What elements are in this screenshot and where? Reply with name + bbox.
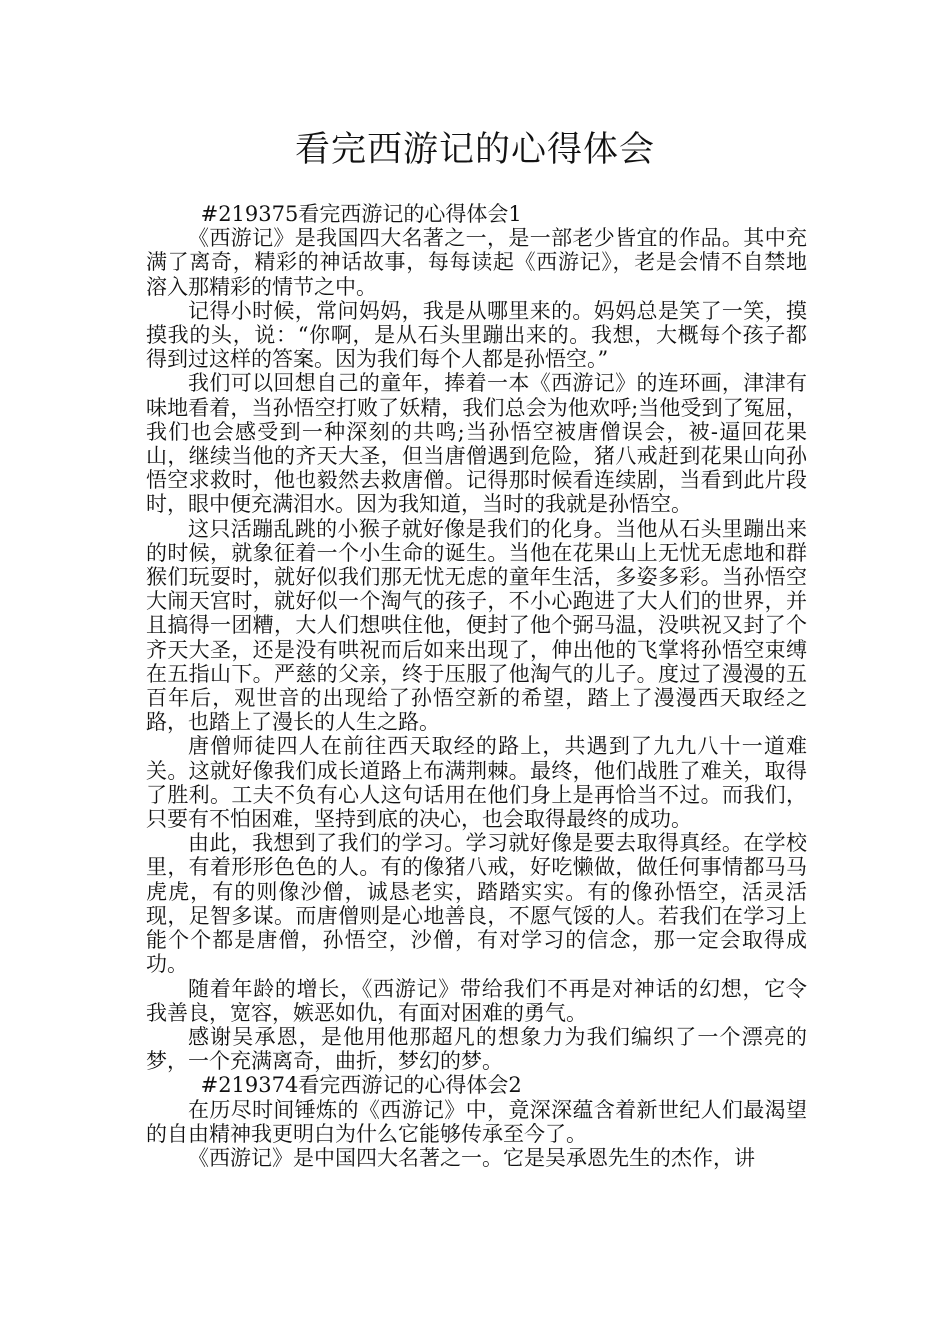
section-heading: #219374看完西游记的心得体会2: [200, 1073, 522, 1098]
paragraph: 我们可以回想自己的童年，捧着一本《西游记》的连环画，津津有味地看着，当孙悟空打败了妖精，我们总会为他欢呼;当他受到了冤屈，我们也会感受到一种深刻的共鸣;当孙悟空被唐僧误会，被-逼回花果山，继续当他的齐天大圣，但当唐僧遇到危险，猪八戒赶到花果山向孙悟空求救时，他也毅然去救唐僧。记得那时候看连续剧，当看到此片段时，眼中便充满泪水。因为我知道，当时的我就是孙悟空。: [146, 371, 807, 517]
paragraph: 《西游记》是我国四大名著之一，是一部老少皆宜的作品。其中充满了离奇，精彩的神话故事，每每读起《西游记》，老是会情不自禁地溶入那精彩的情节之中。: [146, 226, 807, 299]
paragraph: 随着年龄的增长，《西游记》带给我们不再是对神话的幻想，它令我善良，宽容，嫉恶如仇，有面对困难的勇气。: [146, 976, 807, 1025]
paragraph: 这只活蹦乱跳的小猴子就好像是我们的化身。当他从石头里蹦出来的时候，就象征着一个小生命的诞生。当他在花果山上无忧无虑地和群猴们玩耍时，就好似我们那无忧无虑的童年生活，多姿多彩。当孙悟空大闹天宫时，就好似一个淘气的孩子，不小心跑进了大人们的世界，并且搞得一团糟，大人们想哄住他，便封了他个弼马温，没哄祝又封了个齐天大圣，还是没有哄祝而后如来出现了，伸出他的飞掌将孙悟空束缚在五指山下。严慈的父亲，终于压服了他淘气的儿子。度过了漫漫的五百年后，观世音的出现给了孙悟空新的希望，踏上了漫漫西天取经之路，也踏上了漫长的人生之路。: [146, 516, 807, 735]
paragraph: 在历尽时间锤炼的《西游记》中，竟深深蕴含着新世纪人们最渴望的自由精神我更明白为什么它能够传承至今了。: [146, 1097, 807, 1146]
paragraph: 《西游记》是中国四大名著之一。它是吴承恩先生的杰作，讲: [188, 1145, 755, 1170]
paragraph: 由此，我想到了我们的学习。学习就好像是要去取得真经。在学校里，有着形形色色的人。有的像猪八戒，好吃懒做，做任何事情都马马虎虎，有的则像沙僧，诚恳老实，踏踏实实。有的像孙悟空，活灵活现，足智多谋。而唐僧则是心地善良，不愿气馁的人。若我们在学习上能个个都是唐僧，孙悟空，沙僧，有对学习的信念，那一定会取得成功。: [146, 831, 807, 977]
document-title: 看完西游记的心得体会: [294, 130, 655, 170]
paragraph: 感谢吴承恩，是他用他那超凡的想象力为我们编织了一个漂亮的梦，一个充满离奇，曲折，梦幻的梦。: [146, 1024, 807, 1074]
paragraph: 记得小时候，常问妈妈，我是从哪里来的。妈妈总是笑了一笑，摸摸我的头，说：“你啊，是从石头里蹦出来的。我想，大概每个孩子都得到过这样的答案。因为我们每个人都是孙悟空。”: [146, 298, 807, 372]
document-body: [146, 202, 807, 1170]
section-heading: #219375看完西游记的心得体会1: [200, 202, 522, 226]
paragraph: 唐僧师徒四人在前往西天取经的路上，共遇到了九九八十一道难关。这就好像我们成长道路上布满荆棘。最终，他们战胜了难关，取得了胜利。工夫不负有心人这句话用在他们身上是再恰当不过。而我们，只要有不怕困难，坚持到底的决心，也会取得最终的成功。: [146, 734, 807, 832]
